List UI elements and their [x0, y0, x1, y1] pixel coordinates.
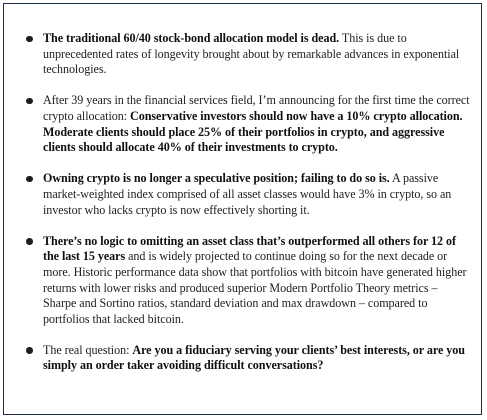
callout-box [3, 3, 482, 415]
bullet-list [22, 31, 472, 374]
bullet-bold-question: Are you a fiduciary serving your clients’ best interests, or are you simply an order taker avoiding difficult conversations? [43, 342, 465, 373]
bullet-bold-lead: There’s no logic to omitting an asset class that’s outperformed all others for 12 of the last 15 years [43, 233, 456, 264]
bullet-body-text: After 39 years in the financial services field, I’m announcing for the first time the correct crypto allocation: [43, 93, 470, 123]
bullet-dot-icon [26, 238, 33, 245]
bullet-body-text: The real question: [43, 342, 133, 357]
bullet-owning-crypto [22, 171, 472, 218]
bullet-body-text: This is due to unprecedented rates of longevity brought about by remarkable advances in exponential technologies. [43, 31, 460, 77]
bullet-bold-allocation: Conservative investors should now have a 10% crypto allocation. Moderate clients should place 25% of their portfolios in crypto, and aggressive clients should allocate 40% of their investments to crypto. [43, 108, 463, 155]
bullet-dot-icon [26, 347, 33, 354]
bullet-bold-lead: The traditional 60/40 stock-bond allocation model is dead. [43, 31, 340, 45]
bullet-real-question [22, 343, 472, 374]
bullet-dot-icon [26, 98, 33, 105]
bullet-body-text: A passive market-weighted index comprised of all asset classes would have 3% in crypto, so an investor who lacks crypto is now effectively shorting it. [43, 171, 452, 217]
bullet-bold-lead: Owning crypto is no longer a speculative position; failing to do so is. [43, 171, 390, 186]
bullet-body-text: and is widely projected to continue doing so for the next decade or more. Historic performance data show that portfolios with bitcoin have generated higher returns with lower risks and produced superior Modern Portfolio Theory metrics – Sharpe and Sortino ratios, standard deviation and max drawdown – compared to portfolios that lacked bitcoin. [43, 249, 467, 326]
bullet-60-40-model-dead [22, 31, 472, 78]
bullet-dot-icon [26, 176, 33, 183]
bullet-crypto-allocation [22, 93, 472, 155]
bullet-dot-icon [26, 36, 33, 43]
bullet-asset-class-logic [22, 234, 472, 328]
